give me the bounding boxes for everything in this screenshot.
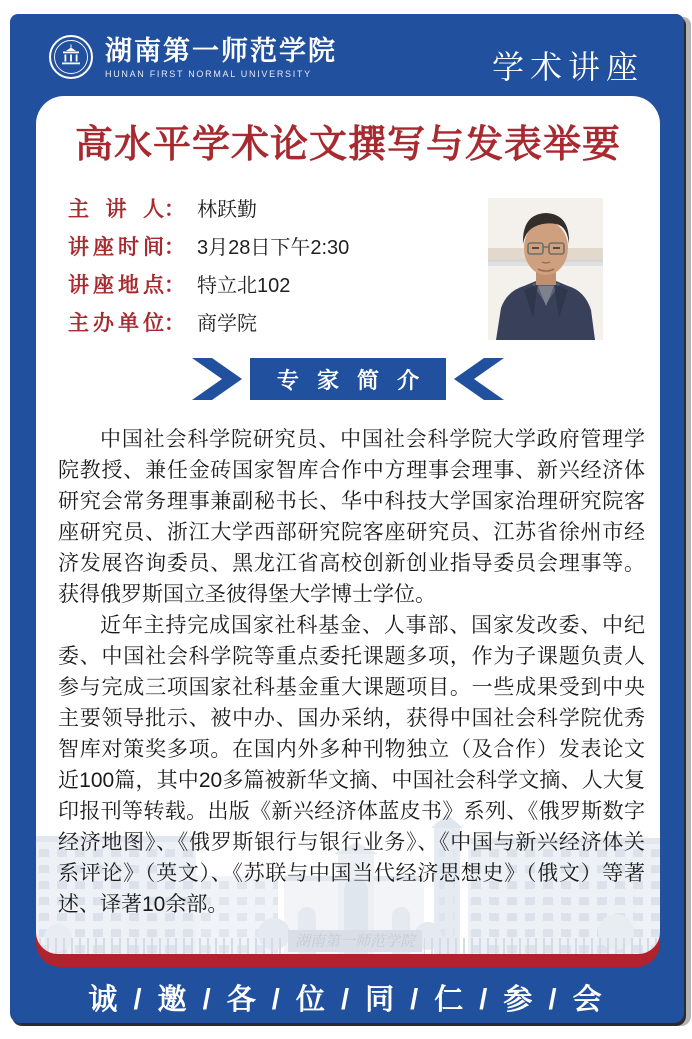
info-label: 主 讲 人 [68, 198, 164, 221]
university-seal-icon [48, 34, 94, 80]
lecture-title: 高水平学术论文撰写与发表举要 [74, 124, 621, 166]
university-name-en: HUNAN FIRST NORMAL UNIVERSITY [105, 68, 312, 79]
info-label: 主办单位 [68, 312, 164, 335]
footer-invitation: 诚 / 邀 / 各 / 位 / 同 / 仁 / 参 / 会 [88, 984, 606, 1016]
info-colon: ： [164, 236, 185, 259]
info-row-speaker [68, 198, 349, 222]
bio-paragraph-2: 近年主持完成国家社科基金、人事部、国家发改委、中纪委、中国社会科学院等重点委托课题多项，作为子课题负责人参与完成三项国家社科基金重大课题项目。一些成果受到中央主要领导批示、被中办、国办采纳，获得中国社会科学院优秀智库对策奖多项。在国内外多种刊物独立（及合作）发表论文近100篇，其中20多篇被新华文摘、中国社会科学文摘、人大复印报刊等转载。出版《新兴经济体蓝皮书》系列、《俄罗斯数字经济地图》、《俄罗斯银行与银行业务》、《中国与新兴经济体关系评论》（英文）、《苏联与中国当代经济思想史》（俄文）等著述、译著10余部。 [58, 614, 645, 916]
info-row-time [68, 236, 349, 260]
info-row-location [68, 274, 349, 298]
ribbon-right-chevron-icon [454, 358, 504, 400]
content-card [36, 96, 660, 954]
event-type-label: 学术讲座 [491, 49, 644, 85]
info-value: 商学院 [197, 313, 257, 335]
speaker-photo [488, 198, 603, 340]
info-colon: ： [164, 274, 185, 297]
info-row-organizer [68, 312, 349, 336]
lecture-info-block [68, 198, 349, 350]
info-colon: ： [164, 198, 185, 221]
section-ribbon [192, 358, 504, 400]
university-logo-group [48, 34, 337, 80]
section-banner: 专 家 简 介 [250, 358, 446, 400]
university-name-block [105, 36, 337, 79]
campus-sign-text: 湖南第一师范学院 [294, 933, 416, 950]
info-label: 讲座时间 [68, 236, 164, 259]
bio-paragraph-1: 中国社会科学院研究员、中国社会科学院大学政府管理学院教授、兼任金砖国家智库合作中方理事会理事、新兴经济体研究会常务理事兼副秘书长、华中科技大学国家治理研究院客座研究员、浙江大学西部研究院客座研究员、江苏省徐州市经济发展咨询委员、黑龙江省高校创新创业指导委员会理事等。获得俄罗斯国立圣彼得堡大学博士学位。 [58, 428, 645, 606]
info-colon: ： [164, 312, 185, 335]
info-label: 讲座地点 [68, 274, 164, 297]
ribbon-left-chevron-icon [192, 358, 242, 400]
university-name-cn: 湖南第一师范学院 [105, 35, 337, 66]
info-value: 特立北102 [197, 275, 291, 297]
info-value: 林跃勤 [197, 199, 257, 221]
speaker-bio [58, 424, 645, 920]
info-value: 3月28日下午2:30 [197, 237, 350, 259]
